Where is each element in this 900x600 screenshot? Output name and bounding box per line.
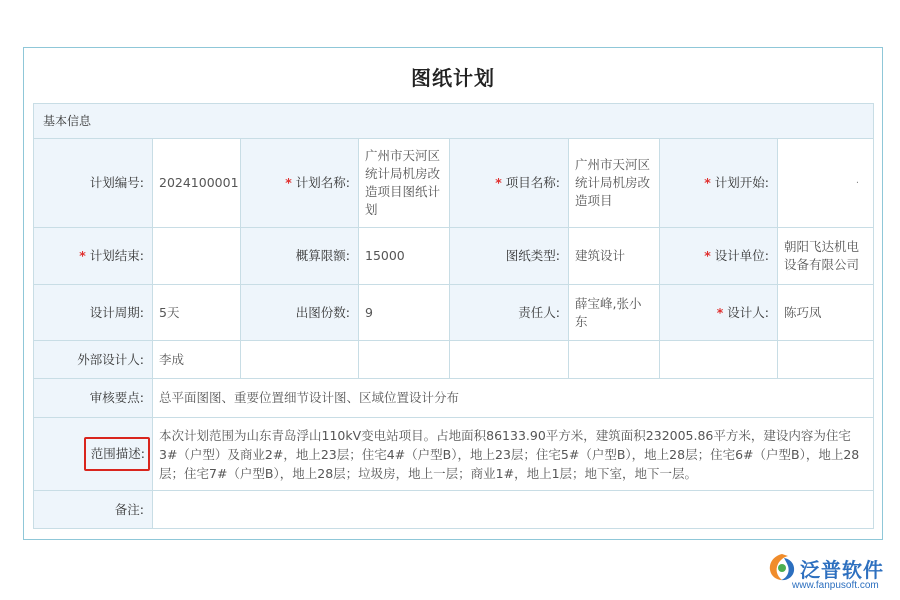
brand-name: 泛普软件 (800, 558, 884, 582)
field-remarks[interactable] (153, 491, 874, 529)
field-copies[interactable]: 9 (359, 285, 450, 341)
field-review-points[interactable]: 总平面图图、重要位置细节设计图、区域位置设计分布 (153, 379, 874, 418)
required-marker: * (704, 248, 711, 263)
field-design-unit[interactable]: 朝阳飞达机电设备有限公司 (778, 228, 874, 285)
field-external-designer[interactable]: 李成 (153, 341, 241, 379)
label-plan-name: * 计划名称: (241, 139, 359, 228)
field-scope-desc[interactable]: 本次计划范围为山东青岛浮山110kV变电站项目。占地面积86133.90平方米，建筑面积232005.86平方米，建设内容为住宅3#（户型）及商业2#，地上23层；住宅4#（户型B），地上23层；住宅5#（户型B），地上28层；住宅6#（户型B），地上28层；住宅7#（户型B），地上28层；垃圾房，地上一层；商业1#，地上1层；地下室，地下一层。 (153, 418, 874, 491)
required-marker: * (495, 175, 502, 190)
field-plan-no[interactable]: 2024100001 (153, 139, 241, 228)
label-copies: 出图份数: (241, 285, 359, 341)
highlight-box: 范围描述: (84, 437, 150, 471)
brand-url: www.fanpusoft.com (792, 580, 879, 591)
field-design-cycle[interactable]: 5天 (153, 285, 241, 341)
field-plan-start[interactable] (778, 139, 874, 228)
field-plan-name[interactable]: 广州市天河区统计局机房改造项目图纸计划 (359, 139, 450, 228)
empty-cell (569, 341, 660, 379)
empty-cell (778, 341, 874, 379)
field-budget-limit[interactable]: 15000 (359, 228, 450, 285)
page-title: 图纸计划 (411, 66, 495, 90)
brand-logo (766, 552, 896, 598)
label-responsible: 责任人: (450, 285, 569, 341)
empty-cell (450, 341, 569, 379)
required-marker: * (285, 175, 292, 190)
label-drawing-type: 图纸类型: (450, 228, 569, 285)
cursor-dot: · (855, 178, 860, 189)
empty-cell (241, 341, 359, 379)
label-project-name: * 项目名称: (450, 139, 569, 228)
label-external-designer: 外部设计人: (34, 341, 153, 379)
label-plan-start: * 计划开始: (660, 139, 778, 228)
empty-cell (359, 341, 450, 379)
label-design-unit: * 设计单位: (660, 228, 778, 285)
required-marker: * (716, 304, 724, 320)
field-plan-end[interactable] (153, 228, 241, 285)
required-marker: * (704, 175, 711, 190)
brand-mark-icon (766, 552, 798, 582)
field-drawing-type[interactable]: 建筑设计 (569, 228, 660, 285)
label-budget-limit: 概算限额: (241, 228, 359, 285)
section-basic-info: 基本信息 (34, 104, 874, 139)
label-plan-no: 计划编号: (34, 139, 153, 228)
label-remarks: 备注: (34, 491, 153, 529)
label-designer: * 设计人: (660, 285, 778, 341)
form-panel (23, 47, 883, 540)
label-design-cycle: 设计周期: (34, 285, 153, 341)
label-scope-desc (34, 418, 153, 491)
empty-cell (660, 341, 778, 379)
plan-form-table (33, 103, 874, 529)
field-designer[interactable]: 陈巧凤 (778, 285, 874, 341)
label-plan-end: * 计划结束: (34, 228, 153, 285)
field-project-name[interactable]: 广州市天河区统计局机房改造项目 (569, 139, 660, 228)
label-review-points: 审核要点: (34, 379, 153, 418)
required-marker: * (79, 248, 86, 263)
field-responsible[interactable]: 薛宝峰,张小东 (569, 285, 660, 341)
